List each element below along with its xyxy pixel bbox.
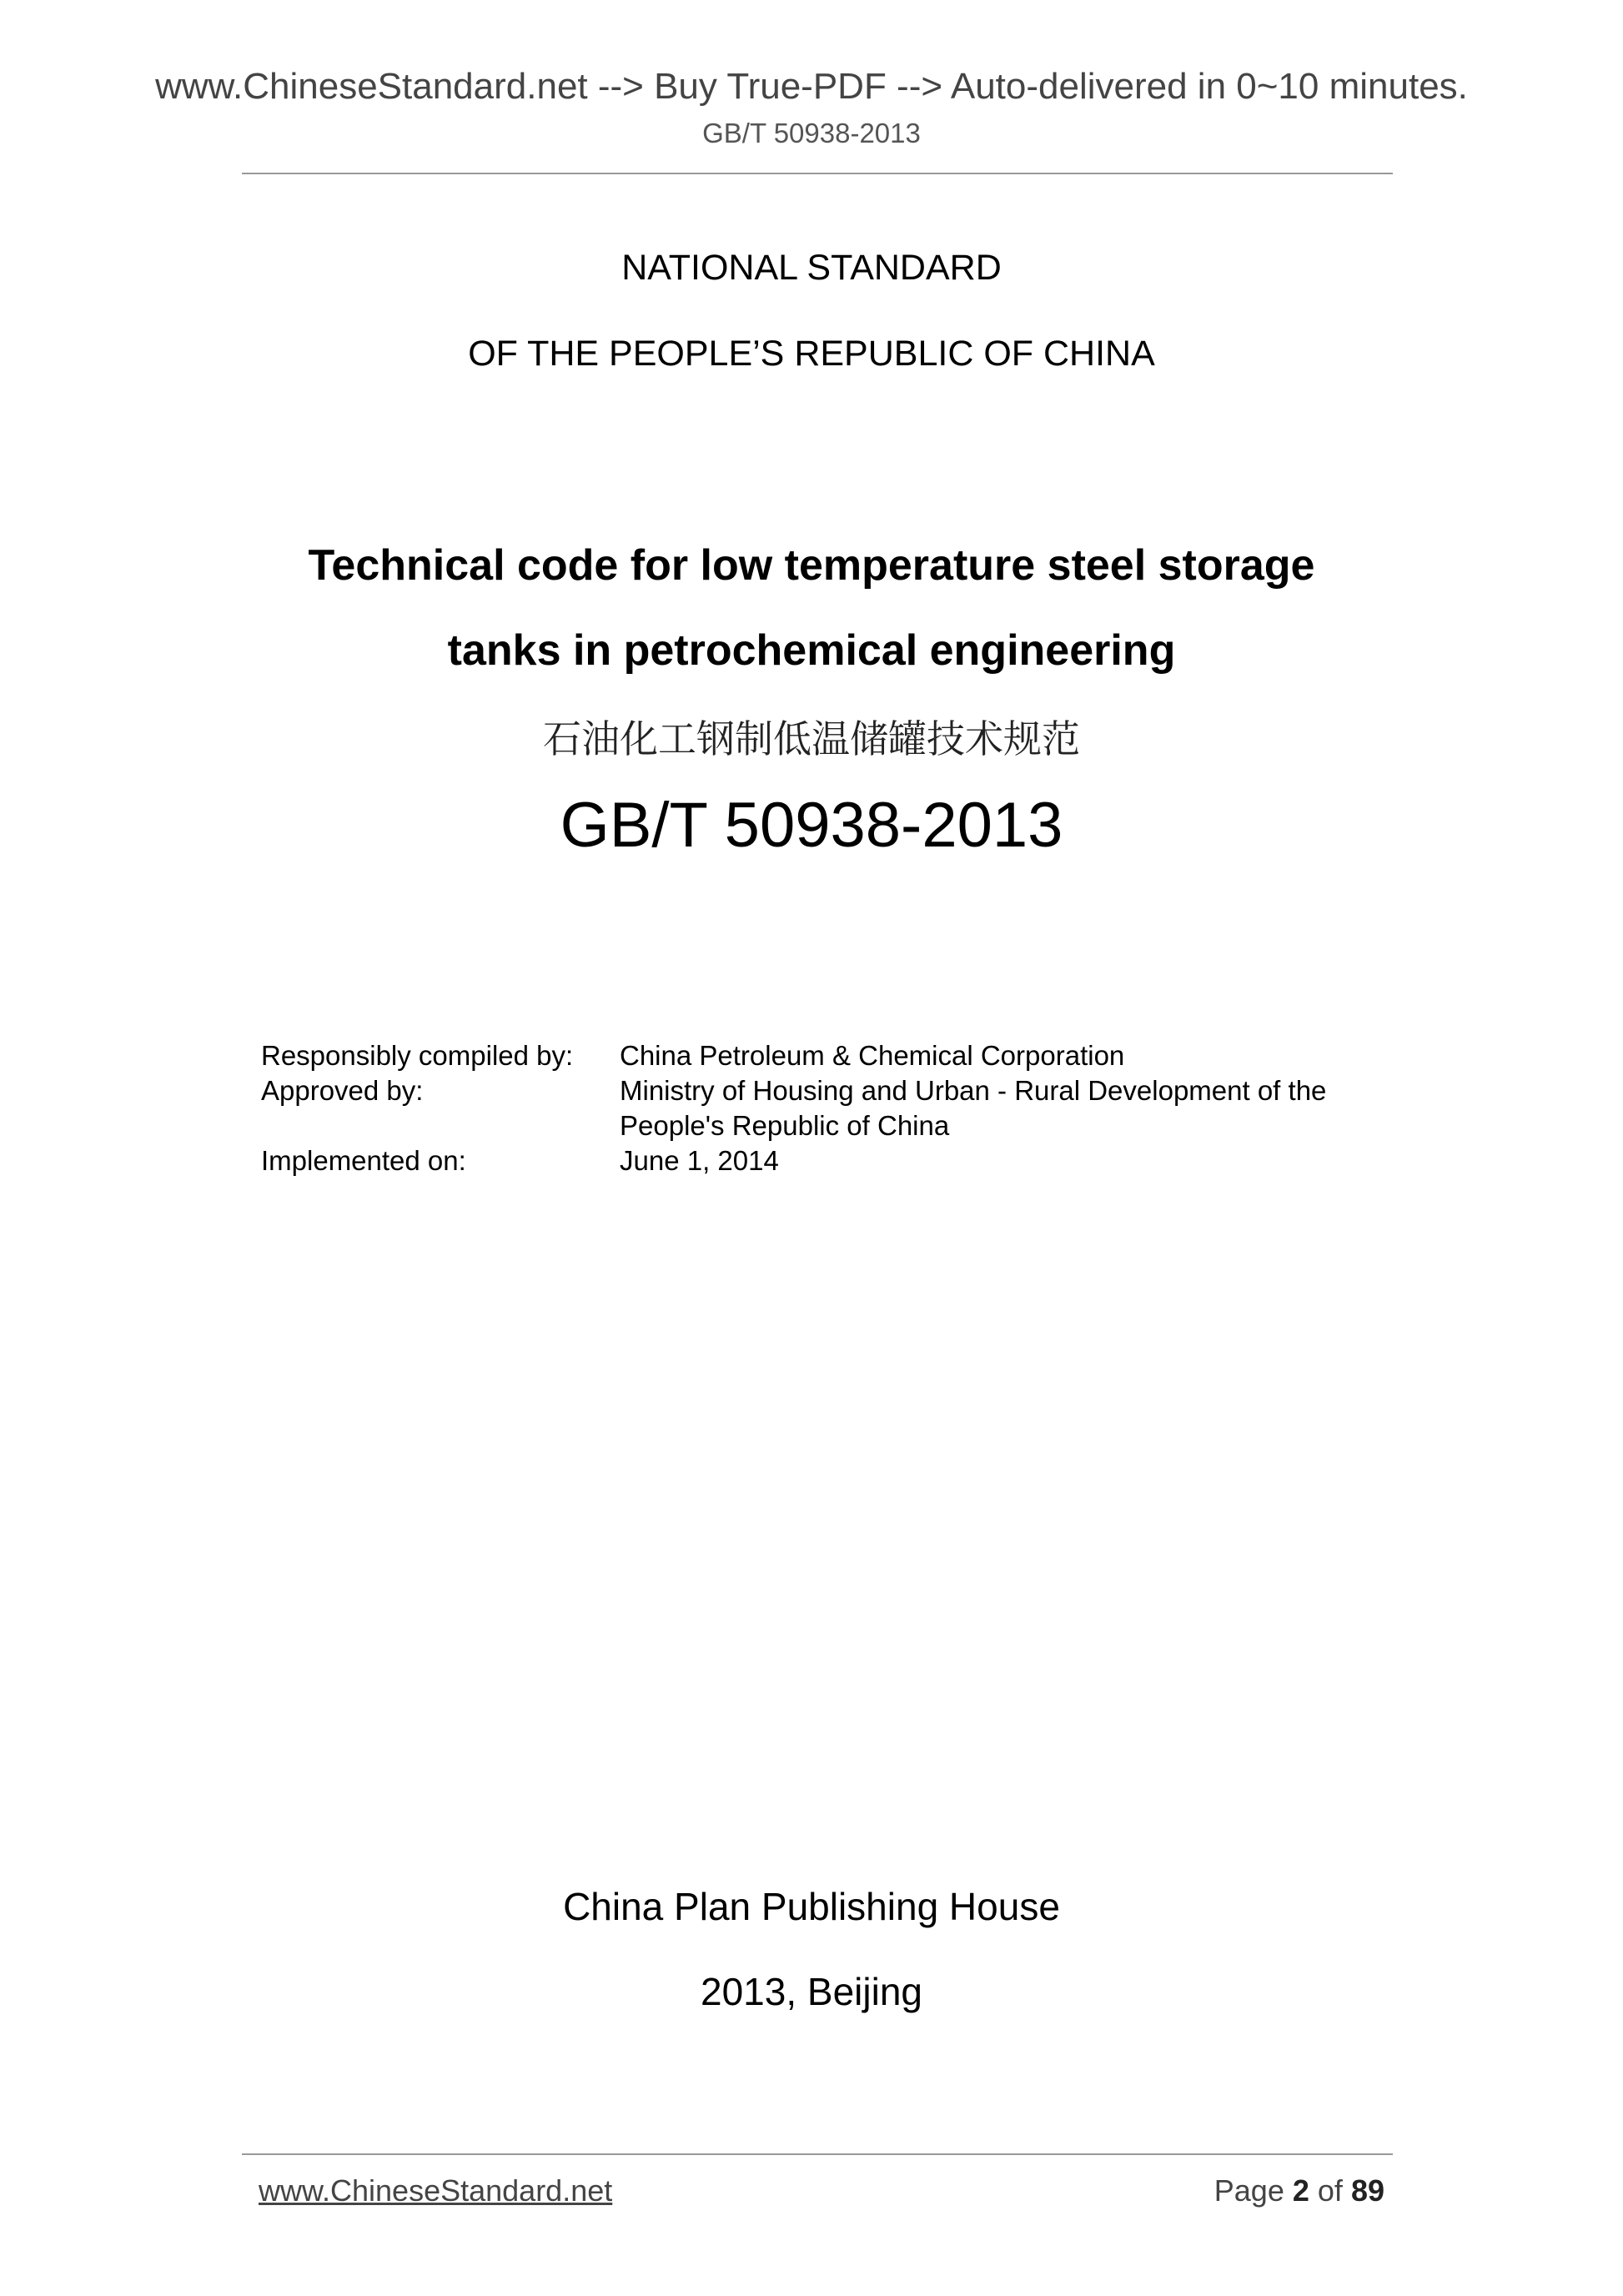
- document-title-chinese: 石油化工钢制低温储罐技术规范: [543, 716, 1080, 761]
- publisher-name: China Plan Publishing House: [563, 1885, 1060, 1928]
- document-title-line1: Technical code for low temperature steel storage: [308, 541, 1315, 590]
- compiled-by-row: [261, 1038, 1412, 1073]
- approved-by-value-line2: People's Republic of China: [620, 1110, 950, 1141]
- standard-number: GB/T 50938-2013: [560, 790, 1063, 861]
- implemented-on-row: [261, 1143, 1412, 1178]
- implemented-on-label: Implemented on:: [261, 1145, 466, 1176]
- page-prefix: Page: [1213, 2173, 1284, 2208]
- implemented-on-value: June 1, 2014: [620, 1145, 779, 1176]
- footer-divider: [242, 2153, 1393, 2155]
- approved-by-value-line1: Ministry of Housing and Urban - Rural Development of the: [620, 1075, 1327, 1106]
- document-title-line2: tanks in petrochemical engineering: [447, 626, 1176, 675]
- page-indicator: [1214, 2172, 1384, 2210]
- footer-website-link[interactable]: www.ChineseStandard.net: [259, 2173, 613, 2208]
- country-heading: OF THE PEOPLE’S REPUBLIC OF CHINA: [468, 334, 1155, 374]
- page-current: 2: [1292, 2173, 1309, 2208]
- compiled-by-label: Responsibly compiled by:: [261, 1040, 574, 1071]
- page-of: of: [1317, 2173, 1343, 2208]
- compiled-by-value: China Petroleum & Chemical Corporation: [620, 1040, 1125, 1071]
- approved-by-row: [261, 1073, 1412, 1143]
- metadata-block: [261, 1038, 1412, 1178]
- page-total: 89: [1350, 2173, 1384, 2208]
- approved-by-value: [620, 1073, 1412, 1143]
- header-standard-code: GB/T 50938-2013: [702, 118, 921, 148]
- header-banner: www.ChineseStandard.net --> Buy True-PDF --> Auto-delivered in 0~10 minutes.: [155, 66, 1468, 107]
- national-standard-heading: NATIONAL STANDARD: [621, 248, 1002, 288]
- approved-by-label: Approved by:: [261, 1075, 424, 1106]
- publication-date: 2013, Beijing: [701, 1970, 922, 2013]
- header-divider: [242, 173, 1393, 174]
